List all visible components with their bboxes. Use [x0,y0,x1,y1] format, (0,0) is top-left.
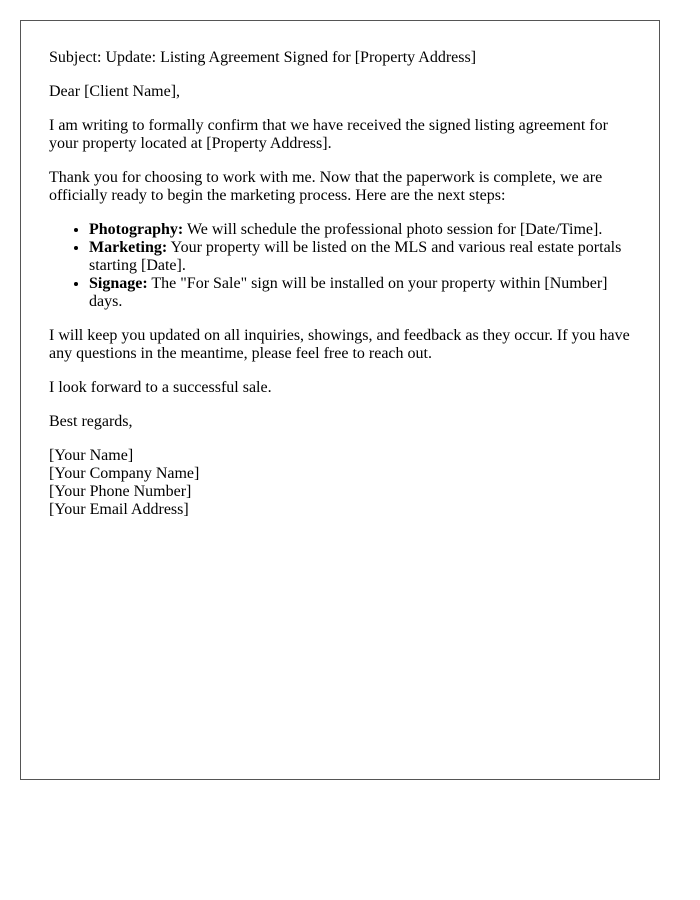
list-item [89,239,631,275]
closing-remark: I look forward to a successful sale. [49,379,272,396]
signature-email: [Your Email Address] [49,501,189,518]
updates-paragraph: I will keep you updated on all inquiries, showings, and feedback as they occur. If you have any questions in the meantime, please feel free to reach out. [49,327,630,362]
signature-phone: [Your Phone Number] [49,483,192,500]
step-text: The "For Sale" sign will be installed on your property within [Number] days. [89,275,608,310]
intro-paragraph: I am writing to formally confirm that we have received the signed listing agreement for your property located at [Property Address]. [49,117,608,152]
step-label: Photography: [89,221,184,238]
step-label: Marketing: [89,239,168,256]
step-text: We will schedule the professional photo session for [Date/Time]. [183,221,603,238]
subject-line: Subject: Update: Listing Agreement Signed for [Property Address] [49,49,477,66]
step-text: Your property will be listed on the MLS and various real estate portals starting [Date]. [89,239,622,274]
signature-name: [Your Name] [49,447,134,464]
greeting: Dear [Client Name], [49,83,181,100]
list-item [89,221,631,239]
list-item [89,275,631,311]
signature-block [49,447,631,519]
closing: Best regards, [49,413,133,430]
thanks-paragraph: Thank you for choosing to work with me. Now that the paperwork is complete, we are officially ready to begin the marketing process. Here are the next steps: [49,169,603,204]
letter-container [20,20,660,780]
next-steps-list [49,221,631,311]
step-label: Signage: [89,275,148,292]
signature-company: [Your Company Name] [49,465,200,482]
